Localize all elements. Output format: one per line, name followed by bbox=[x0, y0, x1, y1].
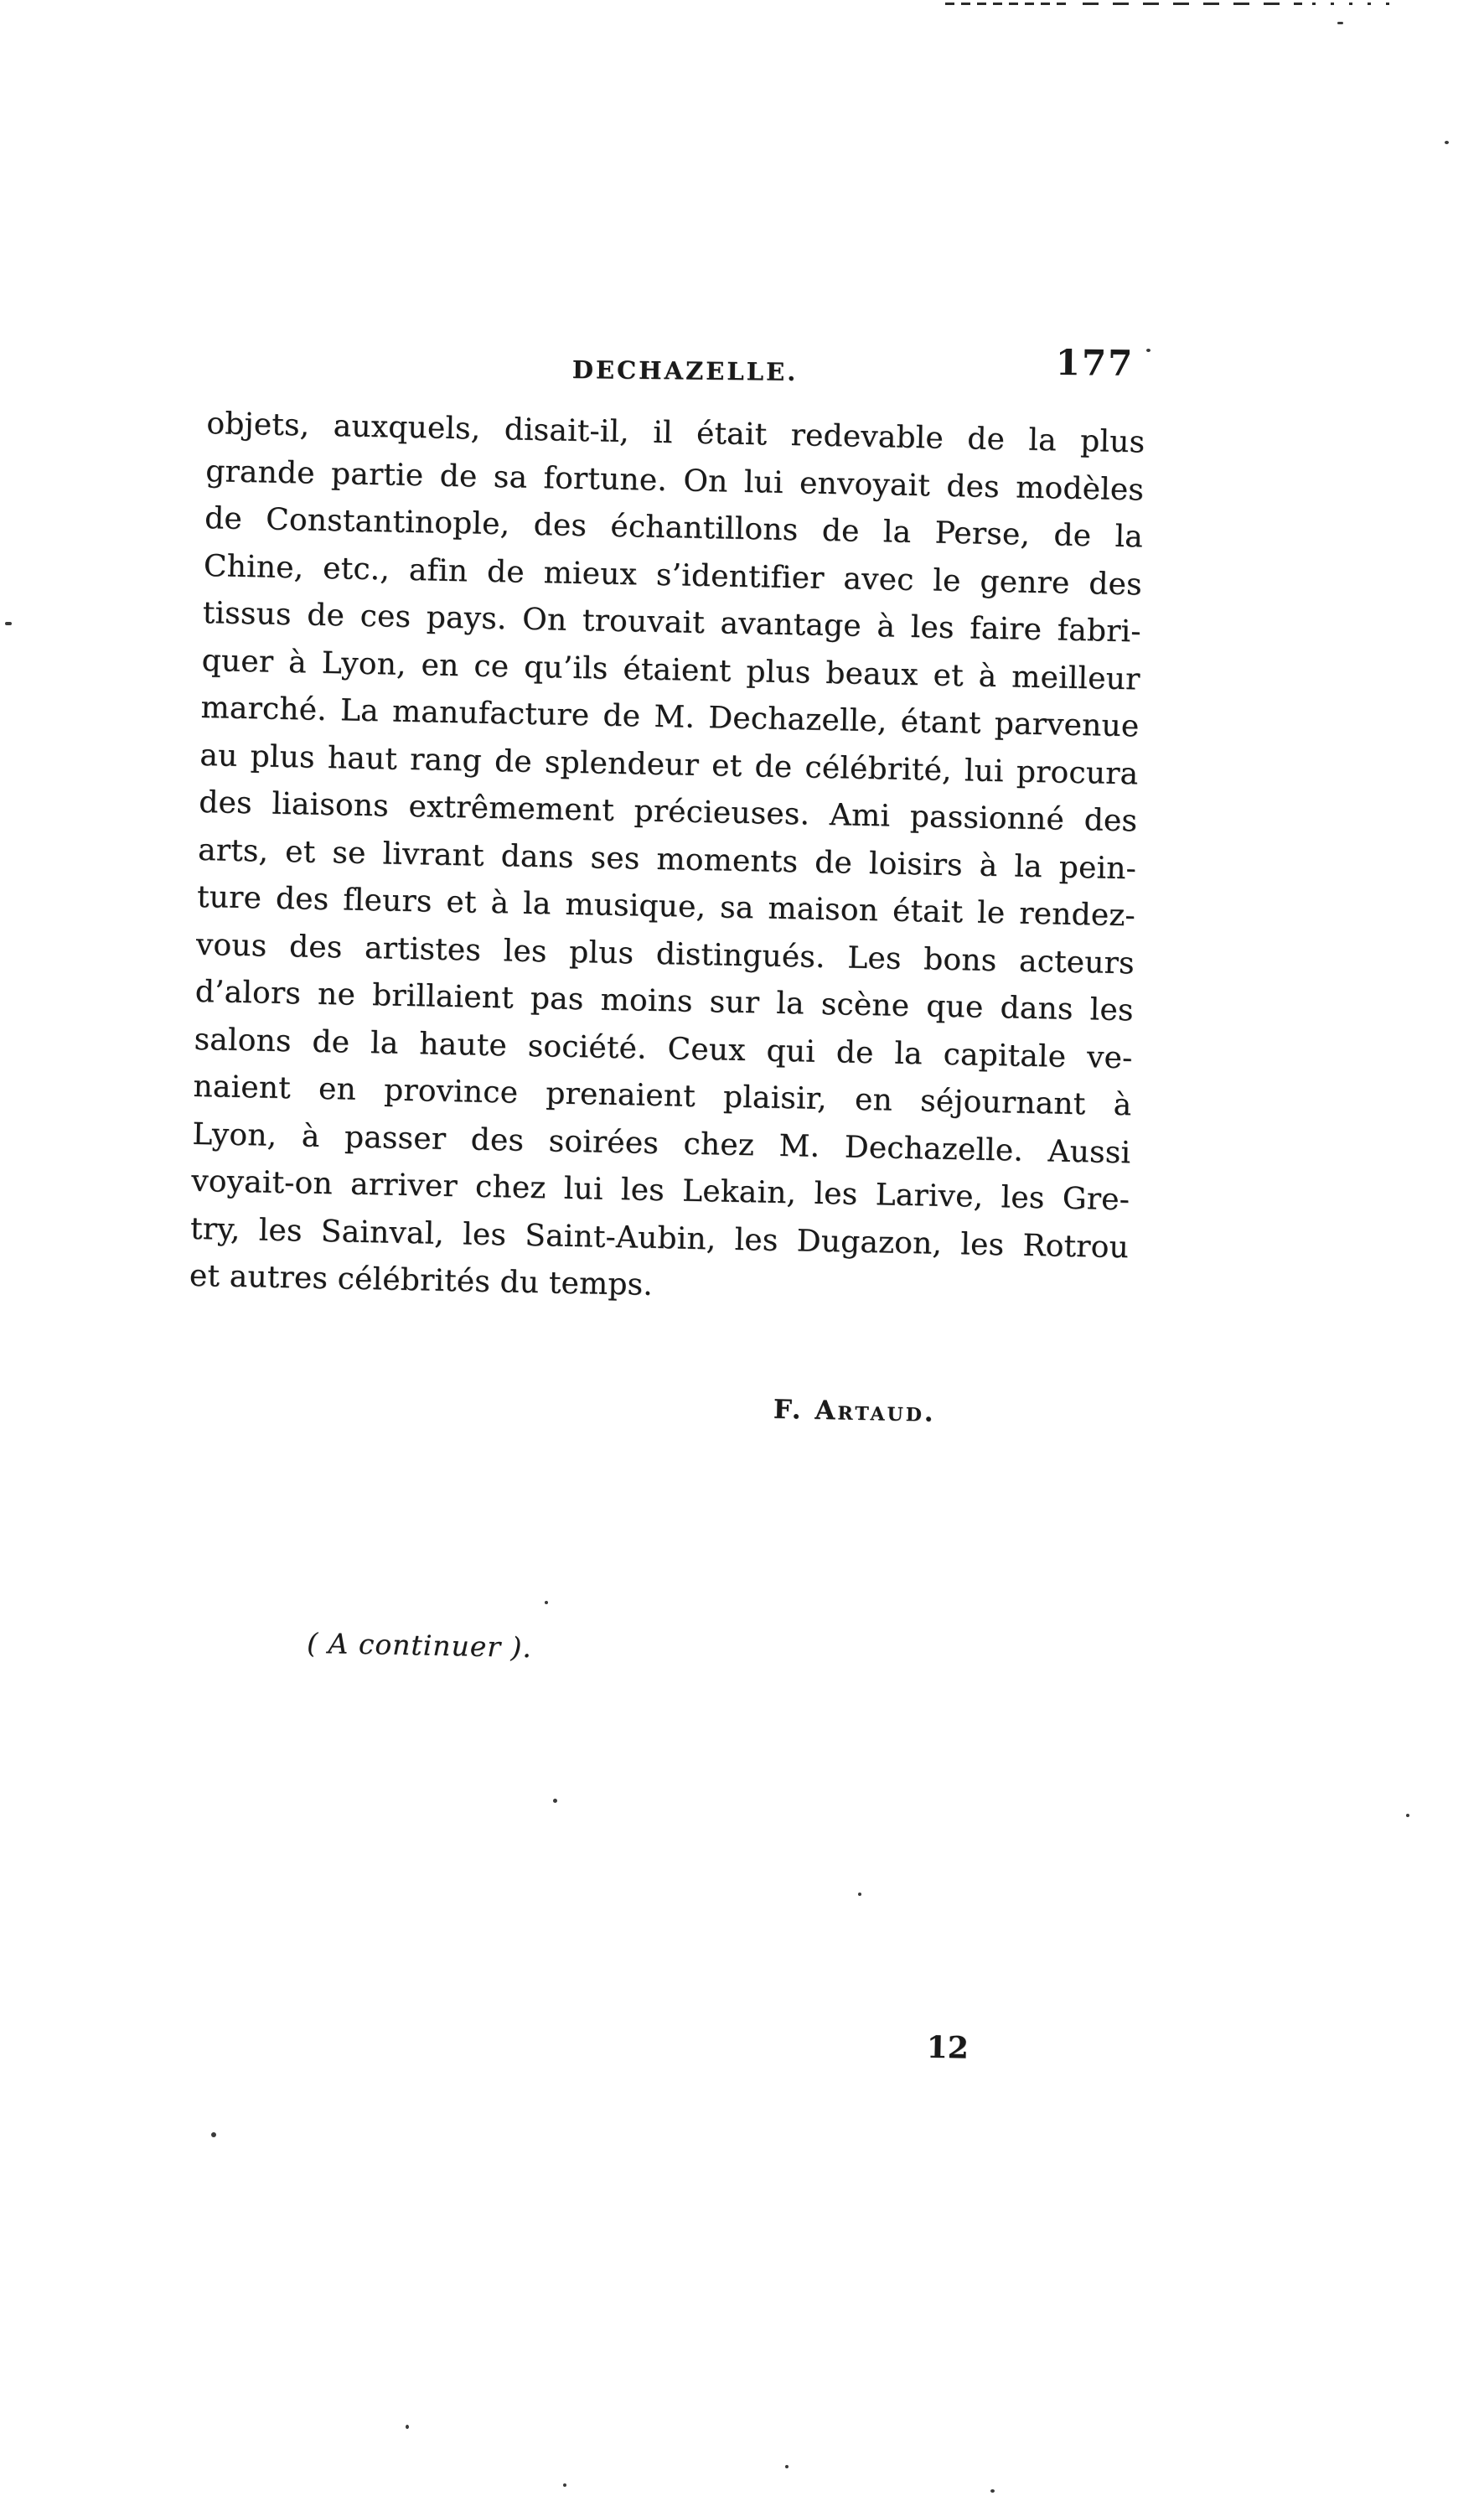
body-line: tissus de ces pays. On trouvait avantage à les faire fabri- bbox=[202, 595, 1142, 650]
scan-speck bbox=[1406, 1814, 1409, 1817]
scan-speck bbox=[858, 1893, 861, 1896]
scan-speck bbox=[1146, 349, 1150, 352]
body-line: arts, et se livrant dans ses moments de loisirs à la pein- bbox=[197, 832, 1137, 886]
body-line: objets, auxquels, disait-il, il était redevable de la plus bbox=[206, 406, 1145, 460]
body-line: voyait-on arriver chez lui les Lekain, les Larive, les Gre- bbox=[190, 1163, 1130, 1218]
sheet-number: 12 bbox=[926, 2029, 970, 2066]
scan-speck bbox=[545, 1601, 548, 1604]
body-line: Lyon, à passer des soirées chez M. Dechazelle. Aussi bbox=[192, 1116, 1131, 1170]
scan-speck bbox=[990, 2489, 995, 2493]
scan-speck bbox=[563, 2483, 566, 2487]
page-number: 177 bbox=[1055, 342, 1135, 384]
body-line: salons de la haute société. Ceux qui de la capitale ve- bbox=[194, 1022, 1133, 1075]
body-line: marché. La manufacture de M. Dechazelle, étant parvenue bbox=[200, 690, 1140, 744]
scan-speck bbox=[211, 2132, 216, 2137]
body-line: des liaisons extrêmement précieuses. Ami passionné des bbox=[198, 785, 1138, 839]
scan-speck bbox=[406, 2425, 409, 2429]
scan-speck bbox=[785, 2465, 789, 2468]
scan-artifact-dashed-line bbox=[945, 3, 1071, 5]
body-line: quer à Lyon, en ce qu’ils étaient plus beaux et à meilleur bbox=[201, 643, 1140, 696]
scan-speck bbox=[553, 1799, 557, 1803]
body-text-block bbox=[171, 401, 1145, 2221]
continuation-note: ( A continuer ). bbox=[306, 1626, 533, 1665]
body-line: vous des artistes les plus distingués. Les bons acteurs bbox=[195, 927, 1135, 981]
body-line: ture des fleurs et à la musique, sa maison était le rendez- bbox=[196, 879, 1136, 934]
body-line: naient en province prenaient plaisir, en séjournant à bbox=[193, 1069, 1132, 1123]
scan-speck bbox=[1445, 141, 1449, 144]
scan-artifact-dashed-line bbox=[1083, 3, 1302, 5]
running-title: DECHAZELLE. bbox=[571, 355, 799, 386]
scan-speck bbox=[5, 622, 12, 625]
body-line: grande partie de sa fortune. On lui envoyait des modèles bbox=[204, 453, 1145, 507]
scan-speck bbox=[1337, 22, 1343, 24]
body-line: de Constantinople, des échantillons de la Perse, de la bbox=[204, 500, 1144, 555]
body-line: Chine, etc., afin de mieux s’identifier avec le genre des bbox=[203, 548, 1143, 602]
scan-artifact-dashed-line bbox=[1312, 3, 1396, 5]
body-line: au plus haut rang de splendeur et de célébrité, lui procura bbox=[199, 738, 1139, 791]
body-line: d’alors ne brillaient pas moins sur la scène que dans les bbox=[194, 974, 1135, 1028]
body-line: try, les Sainval, les Saint-Aubin, les Dugazon, les Rotrou bbox=[189, 1211, 1130, 1265]
author-signature: F. Artaud. bbox=[773, 1394, 937, 1428]
body-line: et autres célébrités du temps. bbox=[189, 1258, 654, 1302]
